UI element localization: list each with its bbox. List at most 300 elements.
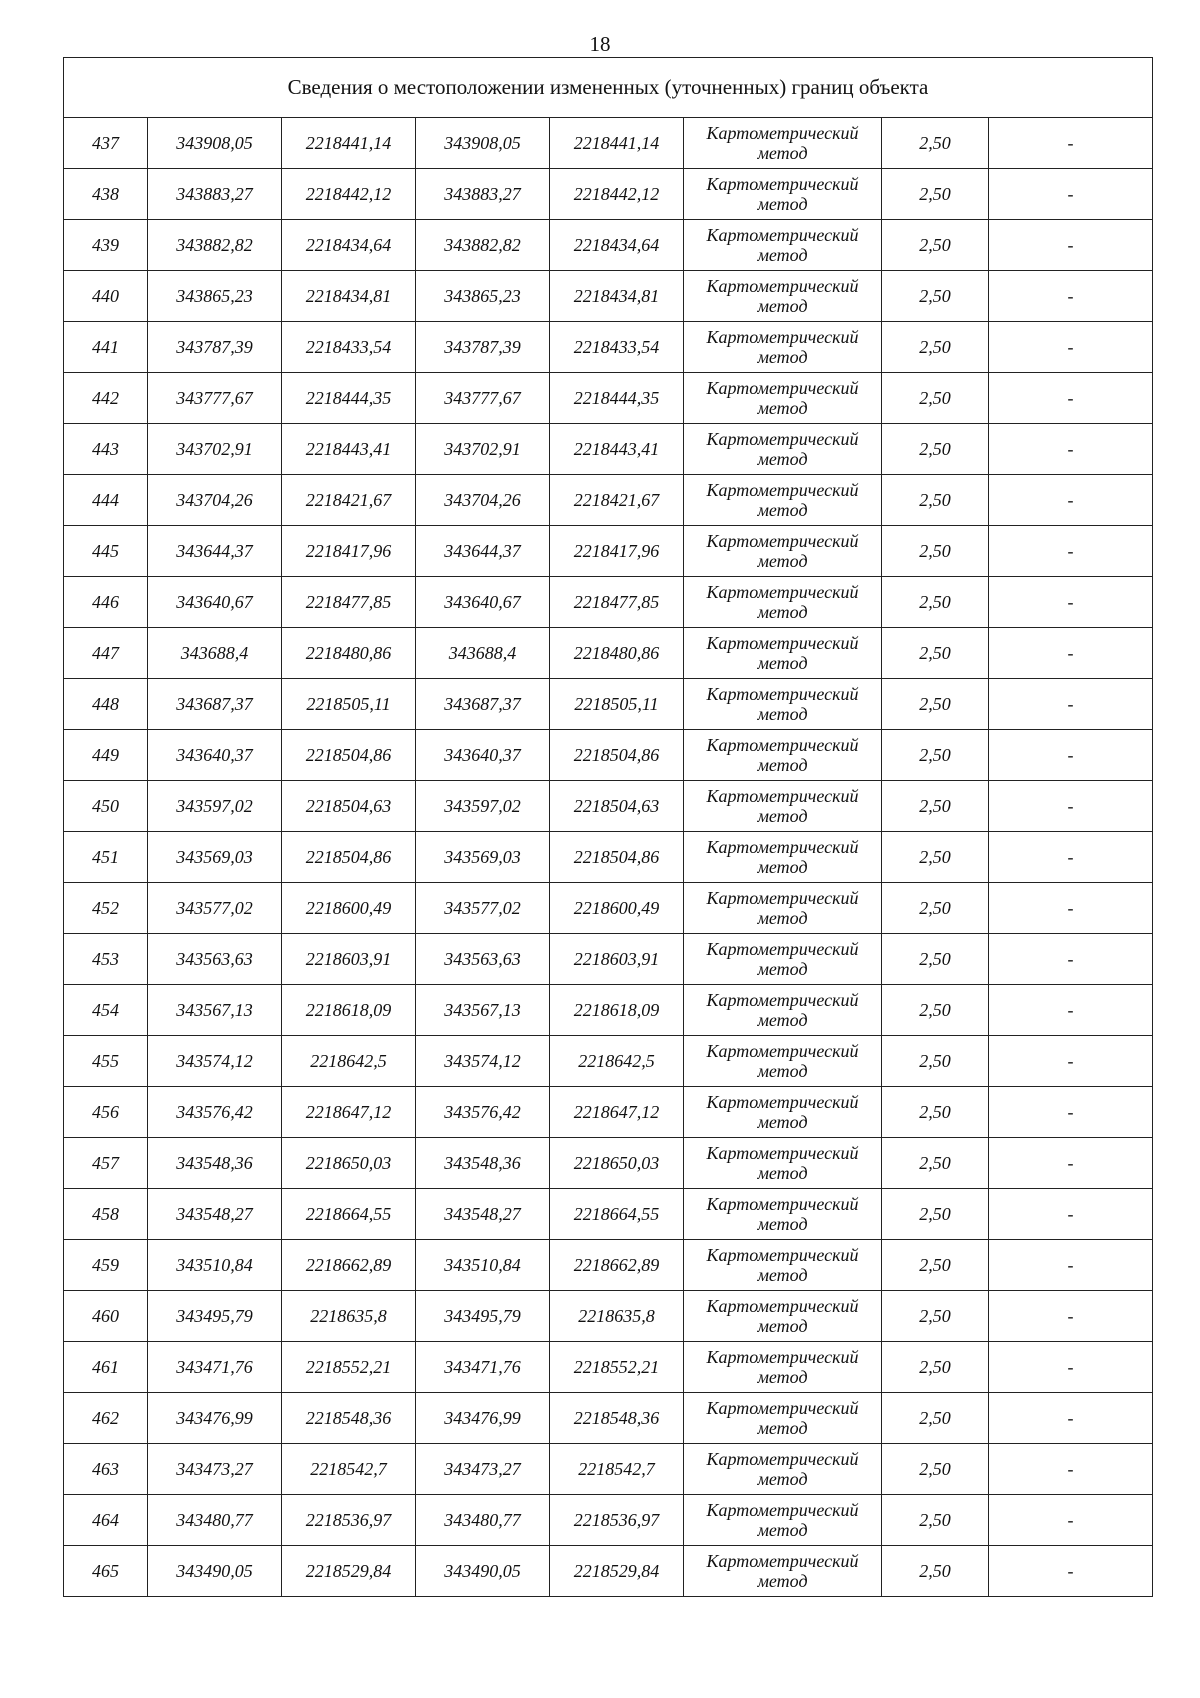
accuracy-cell: 2,50 <box>882 679 989 730</box>
accuracy-cell: 2,50 <box>882 1546 989 1597</box>
method-cell <box>684 475 882 526</box>
method-text: метод <box>757 449 808 469</box>
x-existing-cell: 343865,23 <box>148 271 282 322</box>
y-refined-cell: 2218441,14 <box>550 118 684 169</box>
y-refined-cell: 2218504,86 <box>550 832 684 883</box>
y-refined-cell: 2218434,81 <box>550 271 684 322</box>
method-cell <box>684 1189 882 1240</box>
y-refined-cell: 2218662,89 <box>550 1240 684 1291</box>
method-text: метод <box>757 857 808 877</box>
accuracy-cell: 2,50 <box>882 118 989 169</box>
y-refined-cell: 2218443,41 <box>550 424 684 475</box>
y-refined-cell: 2218536,97 <box>550 1495 684 1546</box>
point-number-cell: 464 <box>64 1495 148 1546</box>
y-existing-cell: 2218504,86 <box>282 832 416 883</box>
accuracy-cell: 2,50 <box>882 832 989 883</box>
method-cell <box>684 1342 882 1393</box>
y-existing-cell: 2218552,21 <box>282 1342 416 1393</box>
y-existing-cell: 2218603,91 <box>282 934 416 985</box>
x-refined-cell: 343687,37 <box>416 679 550 730</box>
accuracy-cell: 2,50 <box>882 1138 989 1189</box>
point-number-cell: 444 <box>64 475 148 526</box>
accuracy-cell: 2,50 <box>882 1291 989 1342</box>
point-number-cell: 463 <box>64 1444 148 1495</box>
point-number-cell: 458 <box>64 1189 148 1240</box>
method-text: Картометрический <box>706 429 859 449</box>
x-existing-cell: 343476,99 <box>148 1393 282 1444</box>
method-cell <box>684 1495 882 1546</box>
point-number-cell: 448 <box>64 679 148 730</box>
note-cell: - <box>989 577 1153 628</box>
x-existing-cell: 343495,79 <box>148 1291 282 1342</box>
accuracy-cell: 2,50 <box>882 322 989 373</box>
accuracy-cell: 2,50 <box>882 424 989 475</box>
note-cell: - <box>989 220 1153 271</box>
table-row <box>64 1495 1153 1546</box>
table-row <box>64 1138 1153 1189</box>
table-title-row <box>64 58 1153 118</box>
y-existing-cell: 2218548,36 <box>282 1393 416 1444</box>
y-existing-cell: 2218444,35 <box>282 373 416 424</box>
x-existing-cell: 343702,91 <box>148 424 282 475</box>
method-text: Картометрический <box>706 1143 859 1163</box>
y-refined-cell: 2218635,8 <box>550 1291 684 1342</box>
note-cell: - <box>989 1546 1153 1597</box>
accuracy-cell: 2,50 <box>882 1342 989 1393</box>
note-cell: - <box>989 1342 1153 1393</box>
y-refined-cell: 2218480,86 <box>550 628 684 679</box>
x-refined-cell: 343883,27 <box>416 169 550 220</box>
method-text: Картометрический <box>706 939 859 959</box>
method-text: Картометрический <box>706 225 859 245</box>
method-text: Картометрический <box>706 1092 859 1112</box>
method-cell <box>684 985 882 1036</box>
y-existing-cell: 2218443,41 <box>282 424 416 475</box>
method-text: метод <box>757 245 808 265</box>
point-number-cell: 462 <box>64 1393 148 1444</box>
y-refined-cell: 2218421,67 <box>550 475 684 526</box>
accuracy-cell: 2,50 <box>882 169 989 220</box>
x-refined-cell: 343563,63 <box>416 934 550 985</box>
x-refined-cell: 343702,91 <box>416 424 550 475</box>
method-cell <box>684 169 882 220</box>
accuracy-cell: 2,50 <box>882 1036 989 1087</box>
y-existing-cell: 2218441,14 <box>282 118 416 169</box>
note-cell: - <box>989 1036 1153 1087</box>
x-existing-cell: 343883,27 <box>148 169 282 220</box>
x-existing-cell: 343567,13 <box>148 985 282 1036</box>
note-cell: - <box>989 526 1153 577</box>
x-existing-cell: 343569,03 <box>148 832 282 883</box>
note-cell: - <box>989 424 1153 475</box>
table-row <box>64 169 1153 220</box>
table-row <box>64 1240 1153 1291</box>
note-cell: - <box>989 628 1153 679</box>
table-row <box>64 373 1153 424</box>
x-refined-cell: 343640,67 <box>416 577 550 628</box>
x-refined-cell: 343787,39 <box>416 322 550 373</box>
y-existing-cell: 2218642,5 <box>282 1036 416 1087</box>
y-refined-cell: 2218552,21 <box>550 1342 684 1393</box>
table-row <box>64 628 1153 679</box>
method-text: метод <box>757 704 808 724</box>
note-cell: - <box>989 1189 1153 1240</box>
table-row <box>64 1342 1153 1393</box>
table-row <box>64 220 1153 271</box>
method-cell <box>684 679 882 730</box>
accuracy-cell: 2,50 <box>882 1444 989 1495</box>
note-cell: - <box>989 169 1153 220</box>
table-row <box>64 577 1153 628</box>
y-refined-cell: 2218664,55 <box>550 1189 684 1240</box>
y-refined-cell: 2218433,54 <box>550 322 684 373</box>
table-row <box>64 832 1153 883</box>
method-text: Картометрический <box>706 327 859 347</box>
method-cell <box>684 832 882 883</box>
y-existing-cell: 2218647,12 <box>282 1087 416 1138</box>
table-row <box>64 1444 1153 1495</box>
method-text: метод <box>757 1571 808 1591</box>
y-refined-cell: 2218417,96 <box>550 526 684 577</box>
method-text: метод <box>757 959 808 979</box>
method-text: Картометрический <box>706 531 859 551</box>
point-number-cell: 459 <box>64 1240 148 1291</box>
table-row <box>64 883 1153 934</box>
y-existing-cell: 2218635,8 <box>282 1291 416 1342</box>
y-refined-cell: 2218642,5 <box>550 1036 684 1087</box>
note-cell: - <box>989 475 1153 526</box>
accuracy-cell: 2,50 <box>882 985 989 1036</box>
method-text: метод <box>757 398 808 418</box>
point-number-cell: 453 <box>64 934 148 985</box>
method-text: Картометрический <box>706 1296 859 1316</box>
point-number-cell: 452 <box>64 883 148 934</box>
x-existing-cell: 343563,63 <box>148 934 282 985</box>
method-text: Картометрический <box>706 888 859 908</box>
method-text: метод <box>757 1112 808 1132</box>
method-text: Картометрический <box>706 1041 859 1061</box>
y-refined-cell: 2218650,03 <box>550 1138 684 1189</box>
method-cell <box>684 1291 882 1342</box>
table-row <box>64 475 1153 526</box>
y-existing-cell: 2218442,12 <box>282 169 416 220</box>
x-refined-cell: 343574,12 <box>416 1036 550 1087</box>
method-text: Картометрический <box>706 633 859 653</box>
y-existing-cell: 2218434,64 <box>282 220 416 271</box>
x-refined-cell: 343548,27 <box>416 1189 550 1240</box>
y-existing-cell: 2218536,97 <box>282 1495 416 1546</box>
y-existing-cell: 2218662,89 <box>282 1240 416 1291</box>
point-number-cell: 461 <box>64 1342 148 1393</box>
x-existing-cell: 343548,36 <box>148 1138 282 1189</box>
point-number-cell: 440 <box>64 271 148 322</box>
method-cell <box>684 730 882 781</box>
x-existing-cell: 343687,37 <box>148 679 282 730</box>
method-text: метод <box>757 500 808 520</box>
method-text: метод <box>757 1061 808 1081</box>
method-text: Картометрический <box>706 990 859 1010</box>
method-text: Картометрический <box>706 123 859 143</box>
x-refined-cell: 343567,13 <box>416 985 550 1036</box>
y-existing-cell: 2218529,84 <box>282 1546 416 1597</box>
note-cell: - <box>989 373 1153 424</box>
point-number-cell: 443 <box>64 424 148 475</box>
method-cell <box>684 1240 882 1291</box>
x-existing-cell: 343597,02 <box>148 781 282 832</box>
method-text: метод <box>757 1265 808 1285</box>
method-text: метод <box>757 194 808 214</box>
method-text: Картометрический <box>706 1500 859 1520</box>
point-number-cell: 456 <box>64 1087 148 1138</box>
accuracy-cell: 2,50 <box>882 1189 989 1240</box>
x-existing-cell: 343510,84 <box>148 1240 282 1291</box>
method-text: Картометрический <box>706 786 859 806</box>
method-text: Картометрический <box>706 378 859 398</box>
y-refined-cell: 2218504,63 <box>550 781 684 832</box>
point-number-cell: 460 <box>64 1291 148 1342</box>
accuracy-cell: 2,50 <box>882 883 989 934</box>
method-text: метод <box>757 1214 808 1234</box>
method-cell <box>684 1444 882 1495</box>
table-row <box>64 118 1153 169</box>
y-existing-cell: 2218504,86 <box>282 730 416 781</box>
point-number-cell: 465 <box>64 1546 148 1597</box>
y-existing-cell: 2218417,96 <box>282 526 416 577</box>
method-cell <box>684 577 882 628</box>
y-refined-cell: 2218600,49 <box>550 883 684 934</box>
point-number-cell: 447 <box>64 628 148 679</box>
point-number-cell: 450 <box>64 781 148 832</box>
table-row <box>64 1036 1153 1087</box>
note-cell: - <box>989 1087 1153 1138</box>
method-text: метод <box>757 602 808 622</box>
x-refined-cell: 343865,23 <box>416 271 550 322</box>
x-refined-cell: 343688,4 <box>416 628 550 679</box>
accuracy-cell: 2,50 <box>882 271 989 322</box>
point-number-cell: 441 <box>64 322 148 373</box>
method-text: метод <box>757 551 808 571</box>
table-row <box>64 679 1153 730</box>
note-cell: - <box>989 1495 1153 1546</box>
method-text: метод <box>757 143 808 163</box>
point-number-cell: 451 <box>64 832 148 883</box>
point-number-cell: 445 <box>64 526 148 577</box>
method-text: метод <box>757 755 808 775</box>
accuracy-cell: 2,50 <box>882 628 989 679</box>
method-text: Картометрический <box>706 1398 859 1418</box>
x-refined-cell: 343704,26 <box>416 475 550 526</box>
method-text: Картометрический <box>706 1347 859 1367</box>
note-cell: - <box>989 322 1153 373</box>
x-refined-cell: 343495,79 <box>416 1291 550 1342</box>
y-refined-cell: 2218505,11 <box>550 679 684 730</box>
x-existing-cell: 343480,77 <box>148 1495 282 1546</box>
y-existing-cell: 2218542,7 <box>282 1444 416 1495</box>
y-refined-cell: 2218529,84 <box>550 1546 684 1597</box>
y-existing-cell: 2218505,11 <box>282 679 416 730</box>
x-existing-cell: 343574,12 <box>148 1036 282 1087</box>
accuracy-cell: 2,50 <box>882 1087 989 1138</box>
x-refined-cell: 343644,37 <box>416 526 550 577</box>
y-existing-cell: 2218650,03 <box>282 1138 416 1189</box>
x-refined-cell: 343480,77 <box>416 1495 550 1546</box>
note-cell: - <box>989 1291 1153 1342</box>
accuracy-cell: 2,50 <box>882 475 989 526</box>
note-cell: - <box>989 985 1153 1036</box>
y-existing-cell: 2218504,63 <box>282 781 416 832</box>
y-refined-cell: 2218647,12 <box>550 1087 684 1138</box>
x-existing-cell: 343490,05 <box>148 1546 282 1597</box>
x-refined-cell: 343576,42 <box>416 1087 550 1138</box>
accuracy-cell: 2,50 <box>882 730 989 781</box>
x-refined-cell: 343597,02 <box>416 781 550 832</box>
note-cell: - <box>989 1138 1153 1189</box>
method-text: метод <box>757 1367 808 1387</box>
method-text: Картометрический <box>706 1551 859 1571</box>
point-number-cell: 455 <box>64 1036 148 1087</box>
note-cell: - <box>989 934 1153 985</box>
x-existing-cell: 343576,42 <box>148 1087 282 1138</box>
table-row <box>64 1393 1153 1444</box>
method-cell <box>684 1087 882 1138</box>
y-refined-cell: 2218504,86 <box>550 730 684 781</box>
y-existing-cell: 2218434,81 <box>282 271 416 322</box>
point-number-cell: 437 <box>64 118 148 169</box>
method-text: Картометрический <box>706 837 859 857</box>
note-cell: - <box>989 832 1153 883</box>
method-text: метод <box>757 296 808 316</box>
x-refined-cell: 343548,36 <box>416 1138 550 1189</box>
method-text: Картометрический <box>706 1194 859 1214</box>
table-row <box>64 781 1153 832</box>
table-row <box>64 1291 1153 1342</box>
method-text: метод <box>757 806 808 826</box>
x-existing-cell: 343908,05 <box>148 118 282 169</box>
x-refined-cell: 343569,03 <box>416 832 550 883</box>
method-cell <box>684 424 882 475</box>
y-refined-cell: 2218442,12 <box>550 169 684 220</box>
table-row <box>64 934 1153 985</box>
y-refined-cell: 2218477,85 <box>550 577 684 628</box>
note-cell: - <box>989 1393 1153 1444</box>
accuracy-cell: 2,50 <box>882 577 989 628</box>
accuracy-cell: 2,50 <box>882 373 989 424</box>
y-refined-cell: 2218434,64 <box>550 220 684 271</box>
method-cell <box>684 1138 882 1189</box>
accuracy-cell: 2,50 <box>882 220 989 271</box>
point-number-cell: 446 <box>64 577 148 628</box>
x-existing-cell: 343548,27 <box>148 1189 282 1240</box>
method-text: Картометрический <box>706 684 859 704</box>
method-cell <box>684 1393 882 1444</box>
method-text: метод <box>757 908 808 928</box>
method-cell <box>684 1546 882 1597</box>
x-refined-cell: 343908,05 <box>416 118 550 169</box>
method-cell <box>684 934 882 985</box>
y-existing-cell: 2218600,49 <box>282 883 416 934</box>
x-existing-cell: 343777,67 <box>148 373 282 424</box>
note-cell: - <box>989 883 1153 934</box>
note-cell: - <box>989 1444 1153 1495</box>
x-existing-cell: 343640,37 <box>148 730 282 781</box>
method-text: Картометрический <box>706 174 859 194</box>
x-refined-cell: 343490,05 <box>416 1546 550 1597</box>
y-refined-cell: 2218548,36 <box>550 1393 684 1444</box>
table-row <box>64 1087 1153 1138</box>
point-number-cell: 442 <box>64 373 148 424</box>
table-row <box>64 271 1153 322</box>
accuracy-cell: 2,50 <box>882 1393 989 1444</box>
boundary-coordinates-table <box>63 57 1153 1597</box>
method-text: метод <box>757 653 808 673</box>
accuracy-cell: 2,50 <box>882 934 989 985</box>
method-cell <box>684 373 882 424</box>
table-row <box>64 985 1153 1036</box>
method-text: Картометрический <box>706 735 859 755</box>
table-row <box>64 322 1153 373</box>
y-existing-cell: 2218433,54 <box>282 322 416 373</box>
accuracy-cell: 2,50 <box>882 526 989 577</box>
accuracy-cell: 2,50 <box>882 1495 989 1546</box>
x-refined-cell: 343577,02 <box>416 883 550 934</box>
x-existing-cell: 343471,76 <box>148 1342 282 1393</box>
table-row <box>64 424 1153 475</box>
y-refined-cell: 2218603,91 <box>550 934 684 985</box>
y-existing-cell: 2218480,86 <box>282 628 416 679</box>
accuracy-cell: 2,50 <box>882 1240 989 1291</box>
point-number-cell: 457 <box>64 1138 148 1189</box>
method-text: метод <box>757 1469 808 1489</box>
note-cell: - <box>989 679 1153 730</box>
method-text: Картометрический <box>706 1449 859 1469</box>
point-number-cell: 439 <box>64 220 148 271</box>
method-cell <box>684 526 882 577</box>
method-text: метод <box>757 1418 808 1438</box>
note-cell: - <box>989 1240 1153 1291</box>
y-existing-cell: 2218421,67 <box>282 475 416 526</box>
table-title: Сведения о местоположении измененных (уточненных) границ объекта <box>64 58 1153 118</box>
y-refined-cell: 2218444,35 <box>550 373 684 424</box>
x-existing-cell: 343882,82 <box>148 220 282 271</box>
table-row <box>64 526 1153 577</box>
x-existing-cell: 343688,4 <box>148 628 282 679</box>
x-existing-cell: 343577,02 <box>148 883 282 934</box>
y-existing-cell: 2218618,09 <box>282 985 416 1036</box>
table-row <box>64 1546 1153 1597</box>
method-text: метод <box>757 1163 808 1183</box>
x-refined-cell: 343640,37 <box>416 730 550 781</box>
method-text: метод <box>757 347 808 367</box>
page-number: 18 <box>589 32 611 56</box>
x-refined-cell: 343476,99 <box>416 1393 550 1444</box>
x-existing-cell: 343787,39 <box>148 322 282 373</box>
x-refined-cell: 343473,27 <box>416 1444 550 1495</box>
x-existing-cell: 343704,26 <box>148 475 282 526</box>
note-cell: - <box>989 271 1153 322</box>
method-cell <box>684 220 882 271</box>
x-existing-cell: 343640,67 <box>148 577 282 628</box>
y-refined-cell: 2218618,09 <box>550 985 684 1036</box>
y-refined-cell: 2218542,7 <box>550 1444 684 1495</box>
x-refined-cell: 343471,76 <box>416 1342 550 1393</box>
point-number-cell: 438 <box>64 169 148 220</box>
method-cell <box>684 781 882 832</box>
method-text: метод <box>757 1316 808 1336</box>
table-row <box>64 730 1153 781</box>
note-cell: - <box>989 118 1153 169</box>
point-number-cell: 454 <box>64 985 148 1036</box>
method-cell <box>684 322 882 373</box>
